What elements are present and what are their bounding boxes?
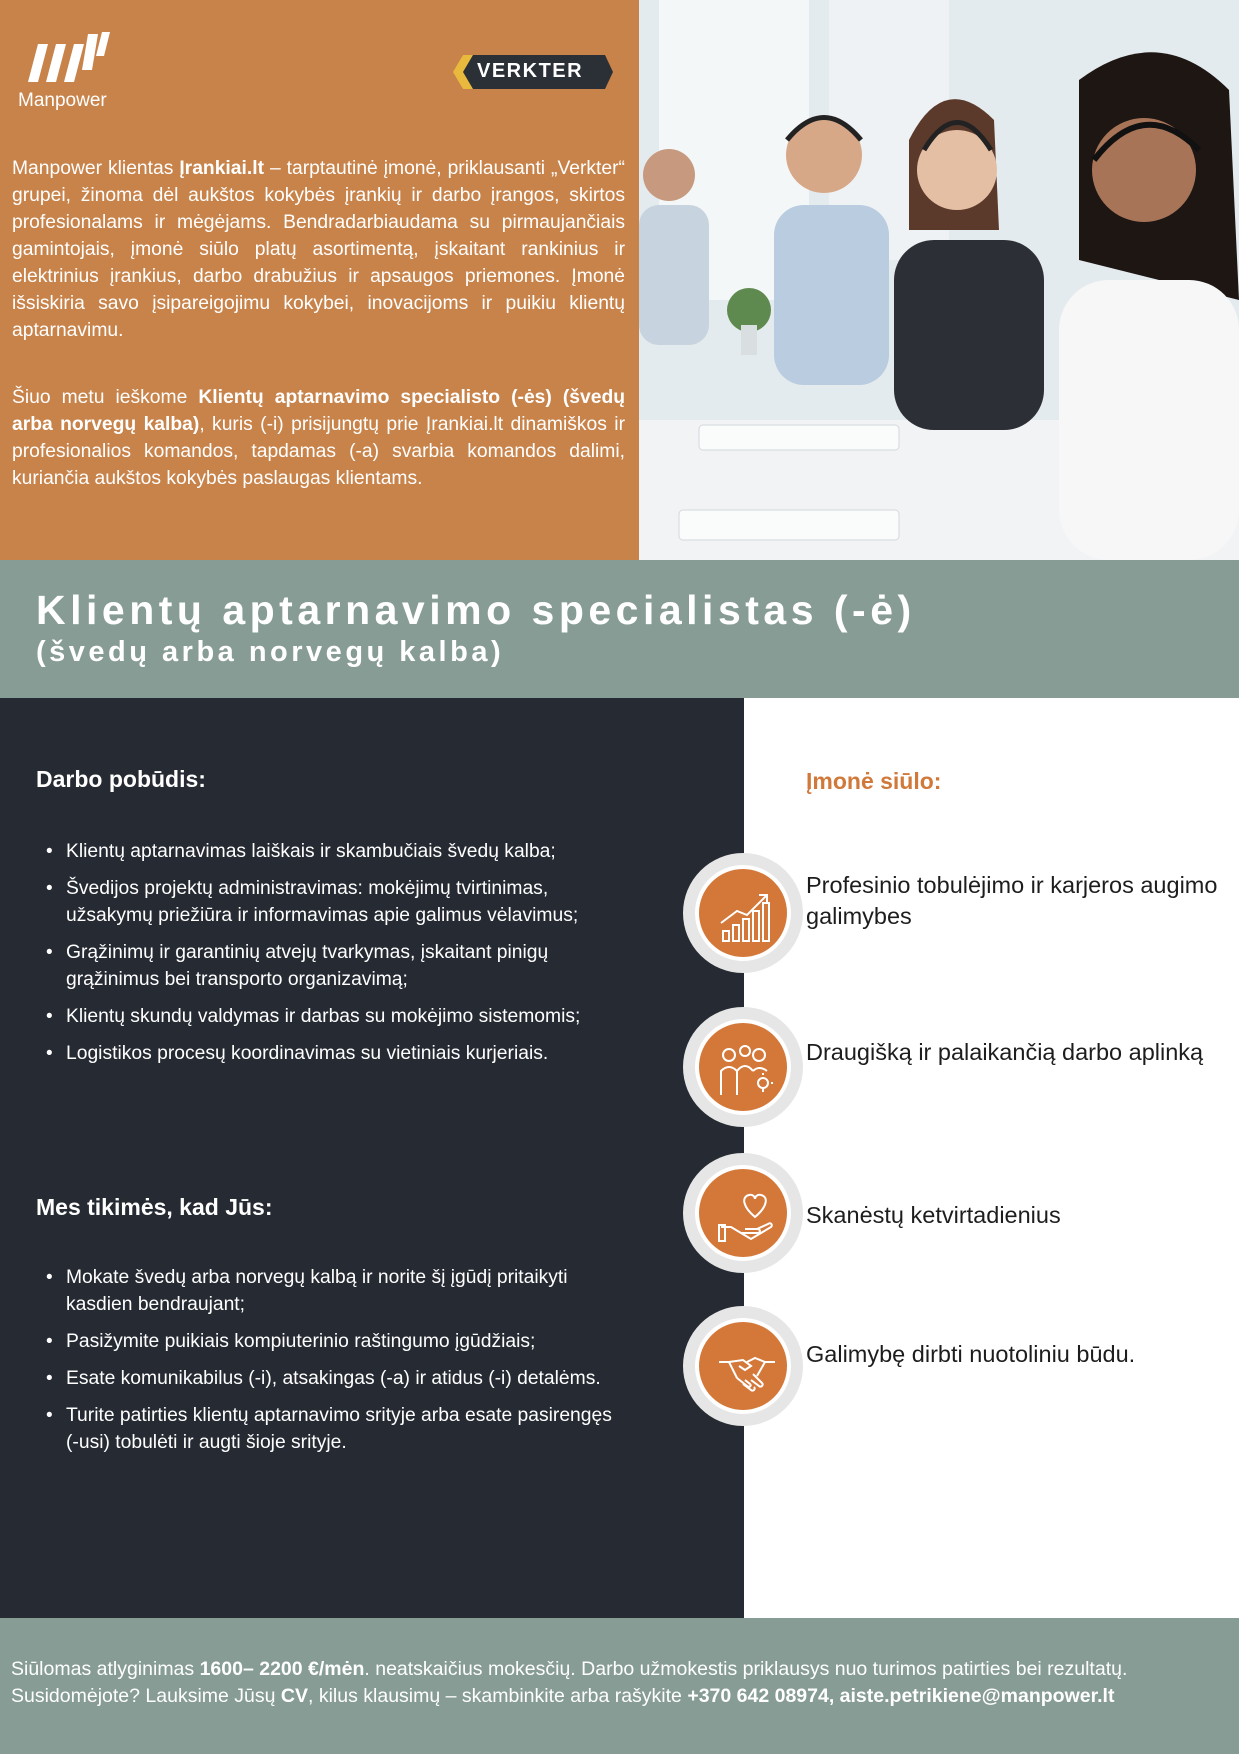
benefit-text: Skanėstų ketvirtadienius <box>806 1202 1061 1228</box>
benefit-text: Galimybę dirbti nuotoliniu būdu. <box>806 1341 1136 1367</box>
list-item: • Klientų aptarnavimas laiškais ir skambučiais švedų kalba; <box>46 838 626 865</box>
call-center-illustration <box>639 0 1239 560</box>
list-item: • Turite patirties klientų aptarnavimo srityje arba esate pasirengęs (-usi) tobulėti ir augti šioje srityje. <box>46 1402 626 1456</box>
benefits-column <box>744 698 1239 1618</box>
benefit-text: Draugišką ir palaikančią darbo aplinką <box>806 1039 1204 1065</box>
salary-range: 1600– 2200 €/mėn <box>199 1658 365 1680</box>
requirements-heading: Mes tikimės, kad Jūs: <box>36 1194 273 1220</box>
duties-list <box>46 838 626 1077</box>
role-name: Klientų aptarnavimo specialisto (-ės) (švedų arba norvegų kalba) <box>12 387 626 435</box>
growth-chart-icon <box>717 887 777 947</box>
intro-text-part: – tarptautinė įmonė, priklausanti „Verkter“ grupei, žinoma dėl aukštos kokybės įrankių ir darbo įrangos, skirtos profesionalams ir mėgėjams. Bendradarbiaudama su pirmaujančiais gamintojais, įmonė siūlo platų asortimentą, įskaitant rankinius ir elektrinius įrankius, darbo drabužius ir apsaugos priemones. Įmonė išsiskiria savo įsipareigojimu kokybei, inovacijoms ir puikiu klientų aptarnavimu. <box>12 158 625 341</box>
contact-details: +370 642 08974, aiste.petrikiene@manpower.lt <box>687 1685 1115 1707</box>
duties-heading: Darbo pobūdis: <box>36 766 206 792</box>
requirements-list <box>46 1264 626 1466</box>
company-name: Įrankiai.lt <box>179 158 264 179</box>
intro-text-part: Manpower klientas <box>12 158 180 179</box>
list-item: • Grąžinimų ir garantinių atvejų tvarkymas, įskaitant pinigų grąžinimus bei transporto organizavimą; <box>46 939 626 993</box>
handshake-icon <box>717 1340 777 1400</box>
job-subtitle: (švedų arba norvegų kalba) <box>36 636 505 668</box>
manpower-logo <box>18 32 128 112</box>
heart-hand-icon <box>717 1187 777 1247</box>
company-description <box>12 155 625 344</box>
list-item: • Klientų skundų valdymas ir darbas su mokėjimo sistemomis; <box>46 1003 626 1030</box>
list-item: • Logistikos procesų koordinavimas su vietiniais kurjeriais. <box>46 1040 626 1067</box>
header-section <box>0 0 1239 560</box>
benefit-icon-badge <box>683 1306 803 1426</box>
intro-panel <box>0 0 639 560</box>
intro-text-part: Šiuo metu ieškome <box>12 387 199 408</box>
responsibilities-column <box>0 698 744 1618</box>
call-center-photo <box>639 0 1239 560</box>
job-title-band <box>0 560 1239 698</box>
benefits-heading: Įmonė siūlo: <box>806 768 942 794</box>
benefit-icon-badge <box>683 1153 803 1273</box>
manpower-wordmark: Manpower <box>18 90 107 111</box>
verkter-wordmark: VERKTER <box>477 60 584 82</box>
role-description <box>12 384 625 492</box>
verkter-logo <box>453 55 613 89</box>
footer-band <box>0 1618 1239 1754</box>
benefit-icon-badge <box>683 1007 803 1127</box>
footer-text-part: . neatskaičius mokesčių. Darbo užmokestis priklausys nuo turimos patirties bei rezultatų. <box>364 1658 1128 1680</box>
contact-line <box>11 1685 1114 1708</box>
job-title: Klientų aptarnavimo specialistas (-ė) <box>36 587 916 633</box>
list-item: • Švedijos projektų administravimas: mokėjimų tvirtinimas, užsakymų priežiūra ir informavimas apie galimus vėlavimus; <box>46 875 626 929</box>
team-people-icon <box>717 1041 777 1101</box>
cv-label: CV <box>280 1685 308 1707</box>
benefit-text: Profesinio tobulėjimo ir karjeros augimo galimybes <box>806 872 1218 929</box>
benefit-icon-badge <box>683 853 803 973</box>
list-item: • Pasižymite puikiais kompiuterinio raštingumo įgūdžiais; <box>46 1328 626 1355</box>
list-item: • Esate komunikabilus (-i), atsakingas (-a) ir atidus (-i) detalėms. <box>46 1365 626 1392</box>
footer-text-part: , kilus klausimų – skambinkite arba rašykite <box>308 1685 688 1707</box>
footer-text-part: Susidomėjote? Lauksime Jūsų <box>11 1685 281 1707</box>
salary-line <box>11 1658 1127 1681</box>
list-item: • Mokate švedų arba norvegų kalbą ir norite šį įgūdį pritaikyti kasdien bendraujant; <box>46 1264 626 1318</box>
footer-text-part: Siūlomas atlyginimas <box>11 1658 200 1680</box>
intro-text-part: , kuris (-i) prisijungtų prie Įrankiai.lt dinamiškos ir profesionalios komandos, tapdamas (-a) svarbia komandos dalimi, kuriančia aukštos kokybės paslaugas klientams. <box>12 414 626 489</box>
manpower-logo-mark <box>28 32 118 84</box>
